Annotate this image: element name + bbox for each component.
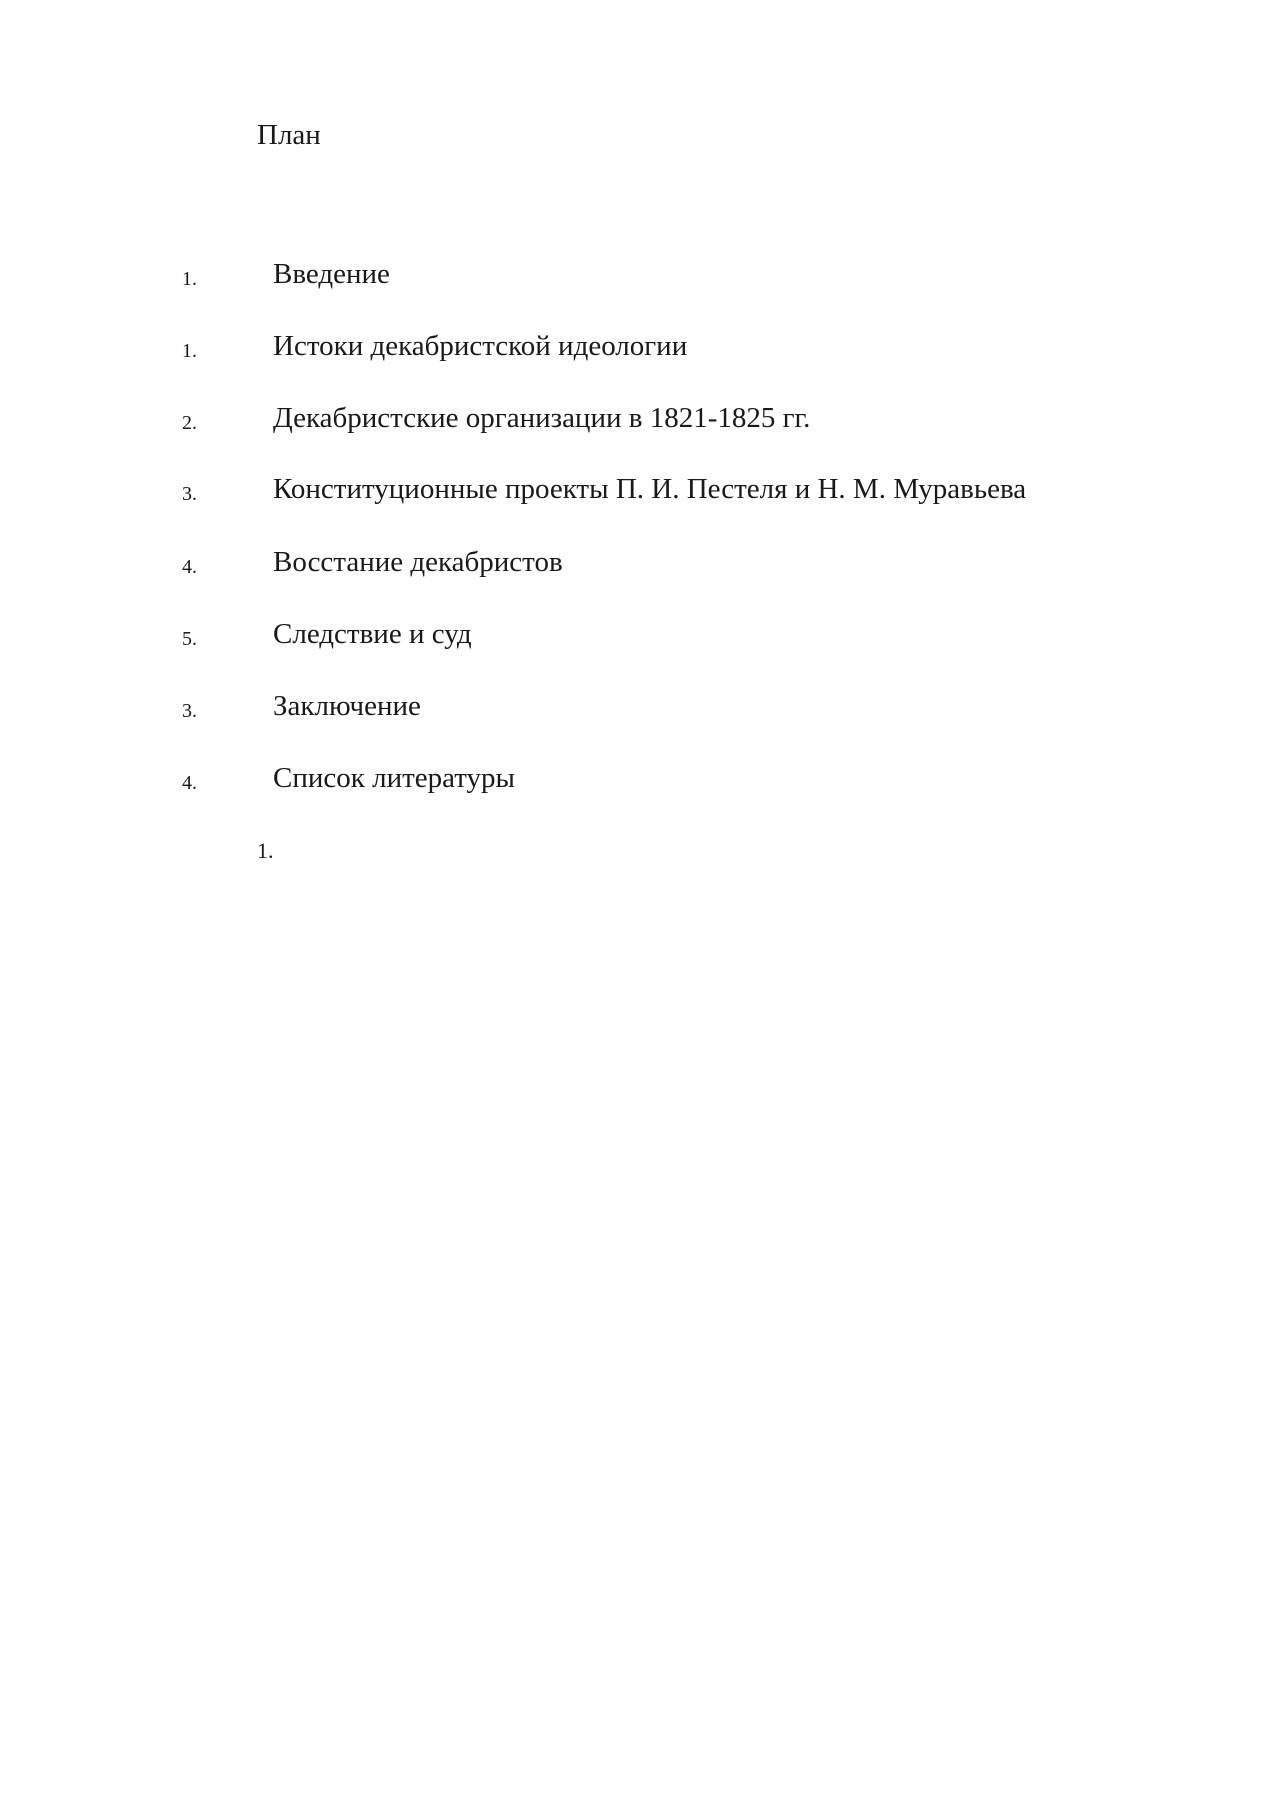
list-item-number: 1. [182,268,197,290]
list-item-label: Заключение [273,690,421,722]
list-item-label: Конституционные проекты П. И. Пестеля и Н. М. Муравьева [273,473,1027,505]
list-item-number: 3. [182,700,197,722]
list-item [0,471,1280,511]
list-item-label: Восстание декабристов [273,546,563,578]
list-item [0,616,1280,656]
list-item [0,400,1280,440]
list-item [0,760,1280,800]
trailing-list-number: 1. [257,838,274,863]
list-item-number: 3. [182,483,197,505]
list-item-label: Следствие и суд [273,618,472,650]
list-item [0,544,1280,584]
list-item-number: 5. [182,628,197,650]
list-item-number: 4. [182,556,197,578]
list-item [0,328,1280,368]
list-item-label: Введение [273,258,390,290]
list-item-number: 1. [182,340,197,362]
plan-list [0,0,1280,900]
list-item-label: Декабристские организации в 1821-1825 гг. [273,402,811,434]
list-item-label: Истоки декабристской идеологии [273,330,688,362]
list-item-label: Список литературы [273,762,516,794]
list-item [0,256,1280,296]
list-item-number: 4. [182,772,197,794]
page-title: План [257,119,321,151]
list-item [0,688,1280,728]
list-item-number: 2. [182,412,197,434]
